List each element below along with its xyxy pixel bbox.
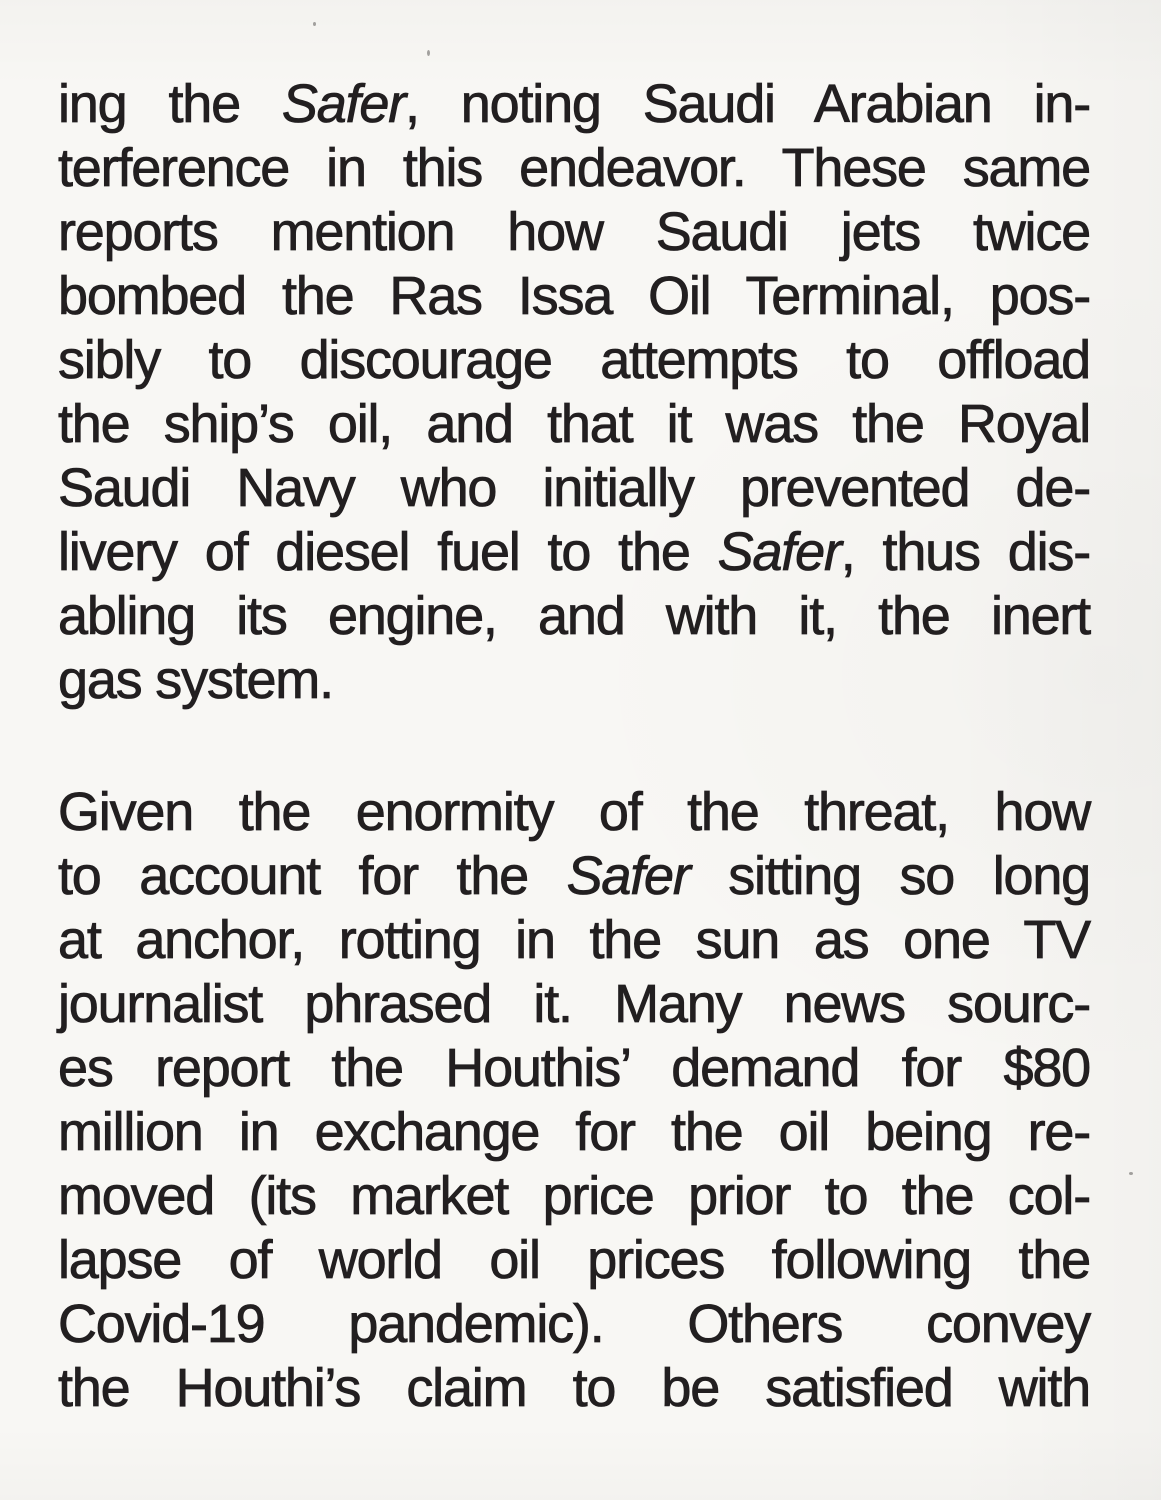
text-line [58,456,1090,520]
text-line [58,1164,1090,1228]
text-line [58,392,1090,456]
text-segment: sibly to discourage attempts to offload [58,330,1090,390]
text-segment: million in exchange for the oil being re- [58,1102,1090,1162]
paragraph-1 [58,72,1090,712]
italic-text-segment: Safer [281,74,405,134]
text-segment: Covid-19 pandemic). Others convey [58,1294,1090,1354]
text-segment: to account for the [58,846,567,906]
text-line [58,136,1090,200]
text-line [58,328,1090,392]
text-segment: reports mention how Saudi jets twice [58,202,1090,262]
text-segment: journalist phrased it. Many news sourc- [58,974,1090,1034]
scan-speck [1129,1172,1133,1175]
text-segment: livery of diesel fuel to the [58,522,718,582]
text-line [58,72,1090,136]
text-line [58,520,1090,584]
scan-speck [427,50,430,56]
text-segment: Given the enormity of the threat, how [58,782,1090,842]
scan-speck [313,22,316,26]
italic-text-segment: Safer [566,846,690,906]
text-segment: gas system. [58,650,333,710]
text-segment: abling its engine, and with it, the inert [58,586,1090,646]
text-line [58,1292,1090,1356]
text-segment: the ship’s oil, and that it was the Royal [58,394,1090,454]
text-line [58,1356,1090,1420]
text-column [58,72,1090,1420]
text-segment: sitting so long [689,846,1091,906]
text-segment: Saudi Navy who initially prevented de- [58,458,1090,518]
text-segment: at anchor, rotting in the sun as one TV [58,910,1090,970]
text-line [58,972,1090,1036]
text-segment: ing the [58,74,282,134]
text-segment: bombed the Ras Issa Oil Terminal, pos- [58,266,1090,326]
text-line [58,1228,1090,1292]
text-line [58,780,1090,844]
text-segment: es report the Houthis’ demand for $80 [58,1038,1090,1098]
text-line [58,1036,1090,1100]
text-segment: moved (its market price prior to the col- [58,1166,1090,1226]
text-line [58,648,1090,712]
text-line [58,844,1090,908]
text-segment: the Houthi’s claim to be satisfied with [58,1358,1090,1418]
text-line [58,264,1090,328]
text-line [58,1100,1090,1164]
text-segment: , noting Saudi Arabian in- [405,74,1090,134]
text-line [58,908,1090,972]
text-line [58,584,1090,648]
text-line [58,200,1090,264]
text-segment: terference in this endeavor. These same [58,138,1090,198]
paragraph-2 [58,780,1090,1420]
text-segment: lapse of world oil prices following the [58,1230,1090,1290]
italic-text-segment: Safer [717,522,841,582]
text-segment: , thus dis- [840,522,1090,582]
